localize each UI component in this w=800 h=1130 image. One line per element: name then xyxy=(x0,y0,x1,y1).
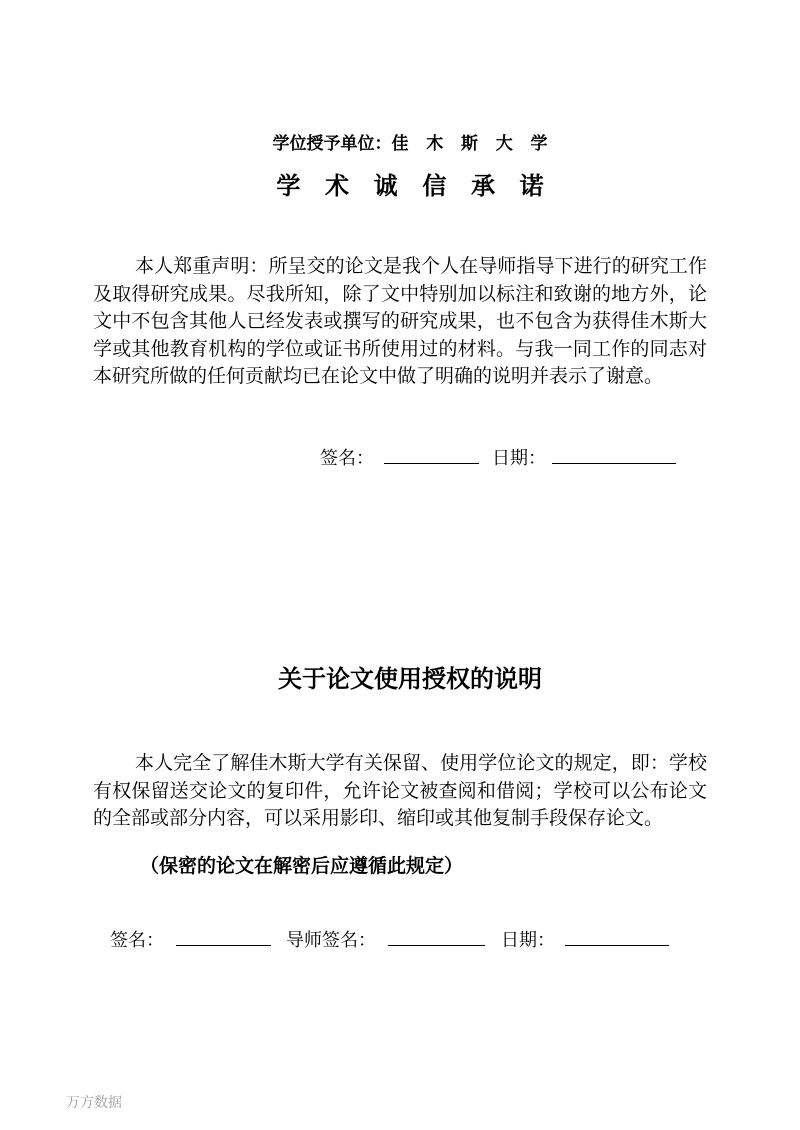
academic-integrity-paragraph: 本人郑重声明：所呈交的论文是我个人在导师指导下进行的研究工作及取得研究成果。尽我所知，除了文中特别加以标注和致谢的地方外，论文中不包含其他人已经发表或撰写的研究成果，也不包含为获得佳木斯大学或其他教育机构的学位或证书所使用过的材料。与我一同工作的同志对本研究所做的任何贡献均已在论文中做了明确的说明并表示了谢意。 xyxy=(93,256,707,387)
confidential-thesis-note: （保密的论文在解密后应遵循此规定） xyxy=(140,856,464,877)
authorization-paragraph: 本人完全了解佳木斯大学有关保留、使用学位论文的规定，即：学校有权保留送交论文的复印件，允许论文被查阅和借阅；学校可以公布论文的全部或部分内容，可以采用影印、缩印或其他复制手段保存论文。 xyxy=(93,753,707,829)
authorization-signature-row xyxy=(110,926,669,952)
academic-integrity-title: 学 术 诚 信 承 诺 xyxy=(276,173,544,200)
signature-blank-line xyxy=(176,928,271,946)
supervisor-signature-label: 导师签名： xyxy=(286,930,376,950)
authorization-statement-title: 关于论文使用授权的说明 xyxy=(278,666,542,693)
signature-blank-line xyxy=(384,446,479,464)
wanfang-data-watermark: 万方数据 xyxy=(66,1096,122,1111)
integrity-signature-row xyxy=(320,444,676,470)
date-label: 日期： xyxy=(501,930,555,950)
degree-granting-institution-line: 学位授予单位：佳 木 斯 大 学 xyxy=(272,134,548,153)
supervisor-signature-blank-line xyxy=(388,928,485,946)
date-blank-line xyxy=(552,446,676,464)
signature-label: 签名： xyxy=(110,930,164,950)
date-blank-line xyxy=(565,928,669,946)
signature-label: 签名： xyxy=(320,448,374,468)
date-label: 日期： xyxy=(492,448,546,468)
